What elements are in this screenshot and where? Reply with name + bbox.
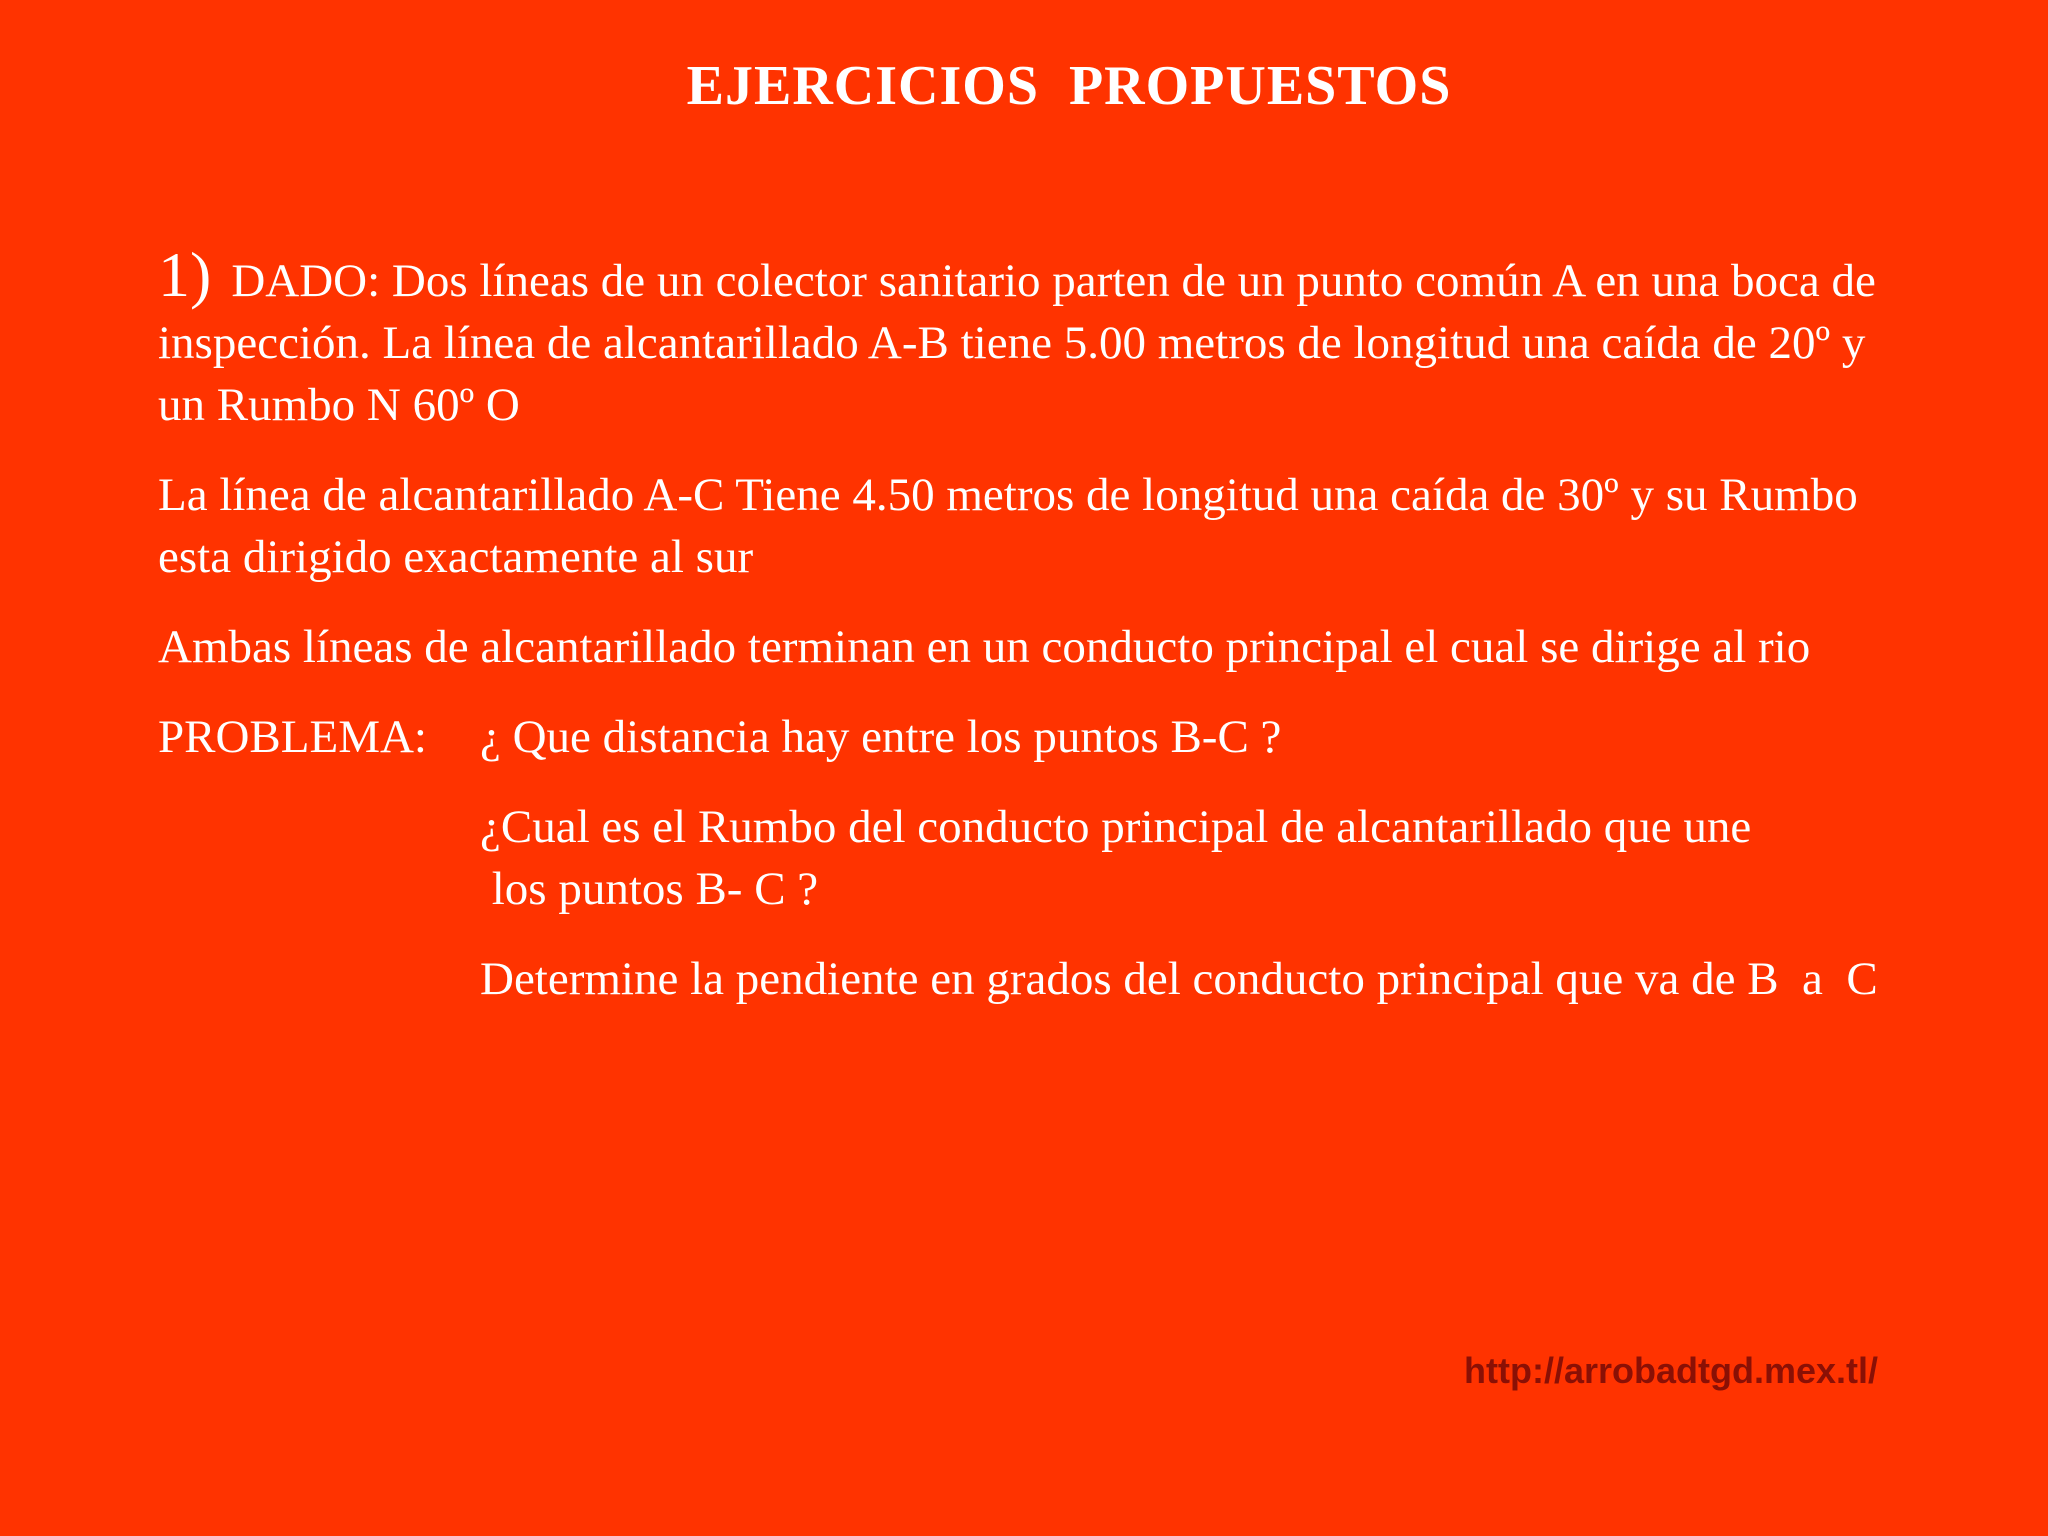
exercise-number: 1) [158,239,212,310]
slide-title: EJERCICIOS PROPUESTOS [686,55,1452,117]
line-ac-paragraph: La línea de alcantarillado A-C Tiene 4.50 metros de longitud una caída de 30º y su Rumbo esta dirigido exactamente al sur [158,469,1858,583]
main-conduit-paragraph: Ambas líneas de alcantarillado terminan en un conducto principal el cual se dirige al rio [158,621,1811,673]
problem-section [158,706,1898,1010]
problem-label: PROBLEMA: [158,711,427,763]
given-text: DADO: Dos líneas de un colector sanitario parten de un punto común A en una boca de inspección. La línea de alcantarillado A-B tiene 5.00 metros de longitud una caída de 20º y un Rumbo N 60º O [158,255,1876,431]
question-distance: ¿ Que distancia hay entre los puntos B-C ? [480,711,1282,763]
footer-url-link[interactable]: http://arrobadtgd.mex.tl/ [1464,1350,1878,1391]
question-bearing: ¿Cual es el Rumbo del conducto principal de alcantarillado que une los puntos B- C ? [480,801,1752,915]
given-paragraph [158,239,1898,436]
question-slope: Determine la pendiente en grados del conducto principal que va de B a C [480,953,1878,1005]
exercise-body [158,239,1898,1010]
